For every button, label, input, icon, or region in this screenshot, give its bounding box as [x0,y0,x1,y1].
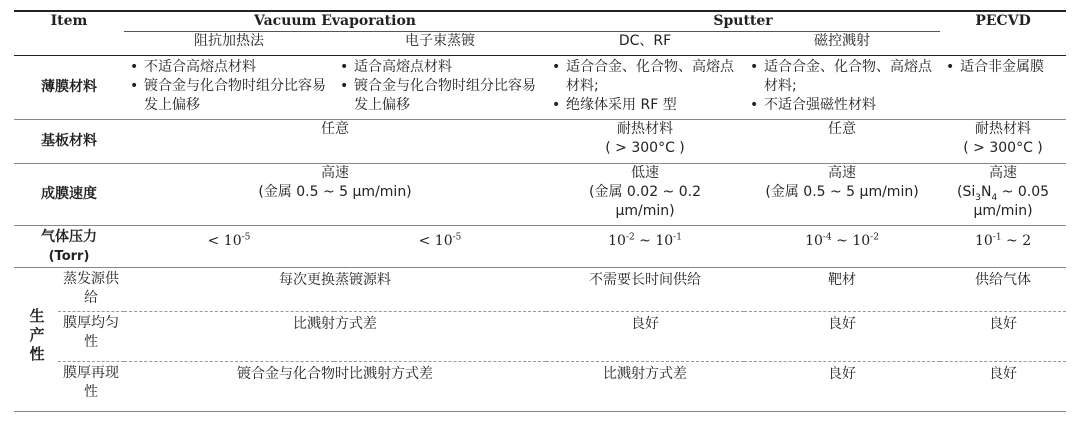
cell-text: 高速 [321,165,349,181]
header-item: Item [14,11,124,56]
note-part: (Si [957,184,976,200]
row-label-thickness-repeatability: 膜厚再现性 [58,362,124,412]
cell-substrate-magnetron: 任意 [744,120,940,164]
list-item: • 绝缘体采用 RF 型 [550,96,740,115]
list-item: • 适合合金、化合物、高熔点材料; [550,58,740,96]
row-label-unit: (Torr) [48,249,90,264]
cell-film-resist [124,56,334,120]
row-source-supply [14,268,1066,312]
cell-note: (金属 0.5 ~ 5 μm/min) [765,184,919,200]
cell-uniformity-magnetron: 良好 [744,312,940,362]
row-label-thickness-uniformity: 膜厚均匀性 [58,312,124,362]
list-item: • 适合非金属膜 [944,58,1062,77]
value-base: ~ 10 [831,233,871,249]
note-part: ~ 0.05 μm/min) [973,184,1050,219]
subheader-ebeam: 电子束蒸镀 [334,32,546,56]
cell-note [944,183,1062,221]
row-label-film-material: 薄膜材料 [14,56,124,120]
cell-text: 耐热材料 [617,121,674,137]
value-base: 10 [805,233,823,249]
cell-substrate-vacuum: 任意 [124,120,546,164]
cell-film-pecvd [940,56,1066,120]
cell-repeat-vacuum: 镀合金与化合物时比溅射方式差 [124,362,546,412]
row-label-deposition-rate: 成膜速度 [14,164,124,226]
cell-film-dcrf [546,56,744,120]
row-deposition-rate [14,164,1066,226]
row-film-material [14,56,1066,120]
value-base: < 10 [418,233,453,249]
exponent: -1 [673,232,682,243]
header-vacuum-evaporation: Vacuum Evaporation [124,11,546,32]
list-item: • 适合合金、化合物、高熔点材料; [748,58,936,96]
cell-pressure-ebeam [334,226,546,268]
cell-note: (金属 0.02 ~ 0.2 μm/min) [589,184,701,219]
list-item: • 不适合高熔点材料 [128,58,330,77]
row-label-source-supply: 蒸发源供给 [58,268,124,312]
cell-pressure-magnetron [744,226,940,268]
row-label-substrate: 基板材料 [14,120,124,164]
cell-film-magnetron [744,56,940,120]
row-thickness-uniformity [14,312,1066,362]
value-base: 10 [974,233,993,249]
cell-repeat-pecvd: 良好 [940,362,1066,412]
cell-film-ebeam [334,56,546,120]
row-label-text: 气体压力 [41,229,97,245]
cell-text: 高速 [828,165,857,181]
list-item: • 镀合金与化合物时组分比容易发上偏移 [338,77,542,115]
cell-repeat-dcrf: 比溅射方式差 [546,362,744,412]
exponent: -4 [822,232,832,243]
exponent: -2 [625,232,635,243]
subheader-resistive-heating: 阻抗加热法 [124,32,334,56]
exponent: -5 [452,232,462,243]
productivity-label: 生产性 [27,308,46,365]
subscript: 4 [991,192,998,203]
cell-note: (金属 0.5 ~ 5 μm/min) [258,184,412,200]
exponent: -5 [241,232,251,243]
value-base: ~ 2 [1001,233,1032,249]
cell-note: ( > 300°C ) [963,140,1043,156]
exponent: -1 [992,232,1002,243]
cell-note: ( > 300°C ) [605,140,685,156]
header-row-main [14,11,1066,32]
cell-text: 耐热材料 [975,121,1032,137]
cell-repeat-magnetron: 良好 [744,362,940,412]
cell-text: 高速 [989,165,1018,181]
subheader-dc-rf: DC、RF [546,32,744,56]
cell-substrate-pecvd [940,120,1066,164]
subheader-magnetron: 磁控溅射 [744,32,940,56]
exponent: -2 [870,232,879,243]
header-pecvd: PECVD [940,11,1066,56]
list-item: • 适合高熔点材料 [338,58,542,77]
row-gas-pressure [14,226,1066,268]
value-base: 10 [608,233,626,249]
value-base: ~ 10 [634,233,674,249]
cell-source-vacuum: 每次更换蒸镀源料 [124,268,546,312]
row-substrate [14,120,1066,164]
cell-pressure-dcrf [546,226,744,268]
note-part: N [981,184,992,200]
cell-rate-vacuum [124,164,546,226]
cell-pressure-resist [124,226,334,268]
cell-source-dcrf: 不需要长时间供给 [546,268,744,312]
row-label-productivity [14,268,58,412]
value-base: < 10 [207,233,242,249]
cell-rate-magnetron [744,164,940,226]
cell-rate-pecvd [940,164,1066,226]
cell-pressure-pecvd [940,226,1066,268]
cell-rate-dcrf [546,164,744,226]
row-label-gas-pressure [14,226,124,268]
header-row-sub [14,32,1066,56]
deposition-comparison-table [14,10,1066,412]
cell-substrate-dcrf [546,120,744,164]
header-sputter: Sputter [546,11,940,32]
cell-uniformity-pecvd: 良好 [940,312,1066,362]
cell-uniformity-vacuum: 比溅射方式差 [124,312,546,362]
row-thickness-repeatability [14,362,1066,412]
cell-uniformity-dcrf: 良好 [546,312,744,362]
cell-source-pecvd: 供给气体 [940,268,1066,312]
list-item: • 不适合强磁性材料 [748,96,936,115]
subscript: 3 [975,192,981,203]
list-item: • 镀合金与化合物时组分比容易发上偏移 [128,77,330,115]
cell-text: 低速 [631,165,660,181]
cell-source-magnetron: 靶材 [744,268,940,312]
